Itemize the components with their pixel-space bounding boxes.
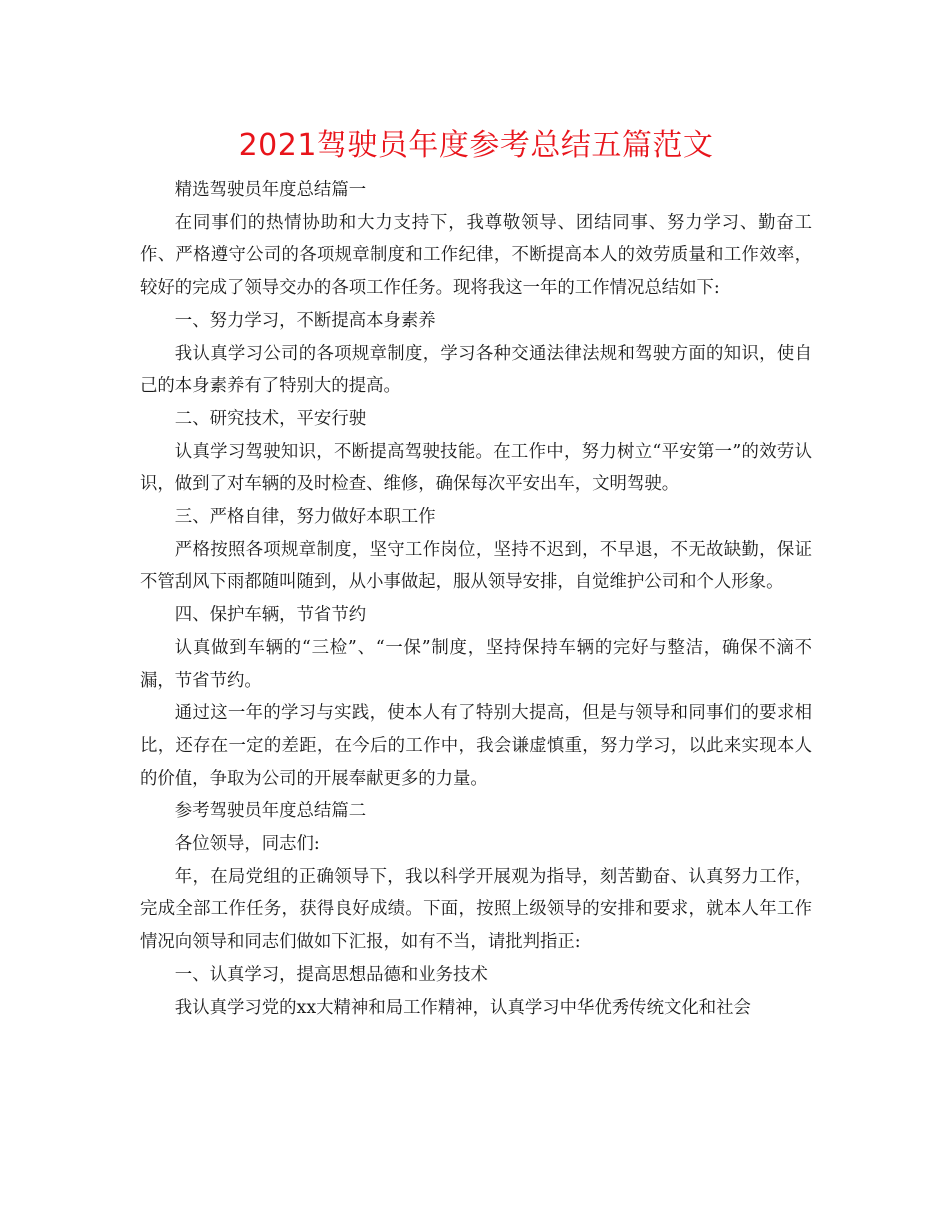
- document-page: [140, 122, 812, 1024]
- body-paragraph: 我认真学习党的xx大精神和局工作精神，认真学习中华优秀传统文化和社会: [174, 997, 751, 1018]
- section-subheading: 三、严格自律，努力做好本职工作: [174, 507, 436, 528]
- body-paragraph: 我认真学习公司的各项规章制度，学习各种交通法律法规和驾驶方面的知识，使自己的本身素养有了特别大的提高。: [140, 343, 812, 397]
- salutation: 各位领导，同志们:: [174, 834, 320, 855]
- body-paragraph: 认真学习驾驶知识，不断提高驾驶技能。在工作中，努力树立“平安第一”的效劳认识，做到了对车辆的及时检查、维修，确保每次平安出车，文明驾驶。: [140, 441, 812, 495]
- body-paragraph: 年，在局党组的正确领导下，我以科学开展观为指导，刻苦勤奋、认真努力工作，完成全部工作任务，获得良好成绩。下面，按照上级领导的安排和要求，就本人年工作情况向领导和同志们做如下汇报，如有不当，请批判指正:: [140, 866, 812, 953]
- document-title: 2021驾驶员年度参考总结五篇范文: [238, 128, 714, 163]
- section-heading-part-2: 参考驾驶员年度总结篇二: [174, 801, 367, 822]
- document-body: [140, 174, 812, 1024]
- section-subheading: 一、努力学习，不断提高本身素养: [174, 310, 436, 331]
- section-subheading: 一、认真学习，提高思想品德和业务技术: [174, 964, 488, 985]
- section-subheading: 二、研究技术，平安行驶: [174, 408, 367, 429]
- section-subheading: 四、保护车辆，节省节约: [174, 605, 367, 626]
- body-paragraph: 严格按照各项规章制度，坚守工作岗位，坚持不迟到，不早退，不无故缺勤，保证不管刮风下雨都随叫随到，从小事做起，服从领导安排，自觉维护公司和个人形象。: [140, 539, 812, 593]
- section-heading-part-1: 精选驾驶员年度总结篇一: [174, 180, 367, 200]
- body-paragraph: 认真做到车辆的“三检”、“一保”制度，坚持保持车辆的完好与整洁，确保不滴不漏，节省节约。: [140, 637, 812, 691]
- body-paragraph: 通过这一年的学习与实践，使本人有了特别大提高，但是与领导和同事们的要求相比，还存在一定的差距，在今后的工作中，我会谦虚慎重，努力学习，以此来实现本人的价值，争取为公司的开展奉献更多的力量。: [140, 703, 812, 789]
- body-paragraph: 在同事们的热情协助和大力支持下，我尊敬领导、团结同事、努力学习、勤奋工作、严格遵守公司的各项规章制度和工作纪律，不断提高本人的效劳质量和工作效率，较好的完成了领导交办的各项工作任务。现将我这一年的工作情况总结如下:: [140, 212, 812, 299]
